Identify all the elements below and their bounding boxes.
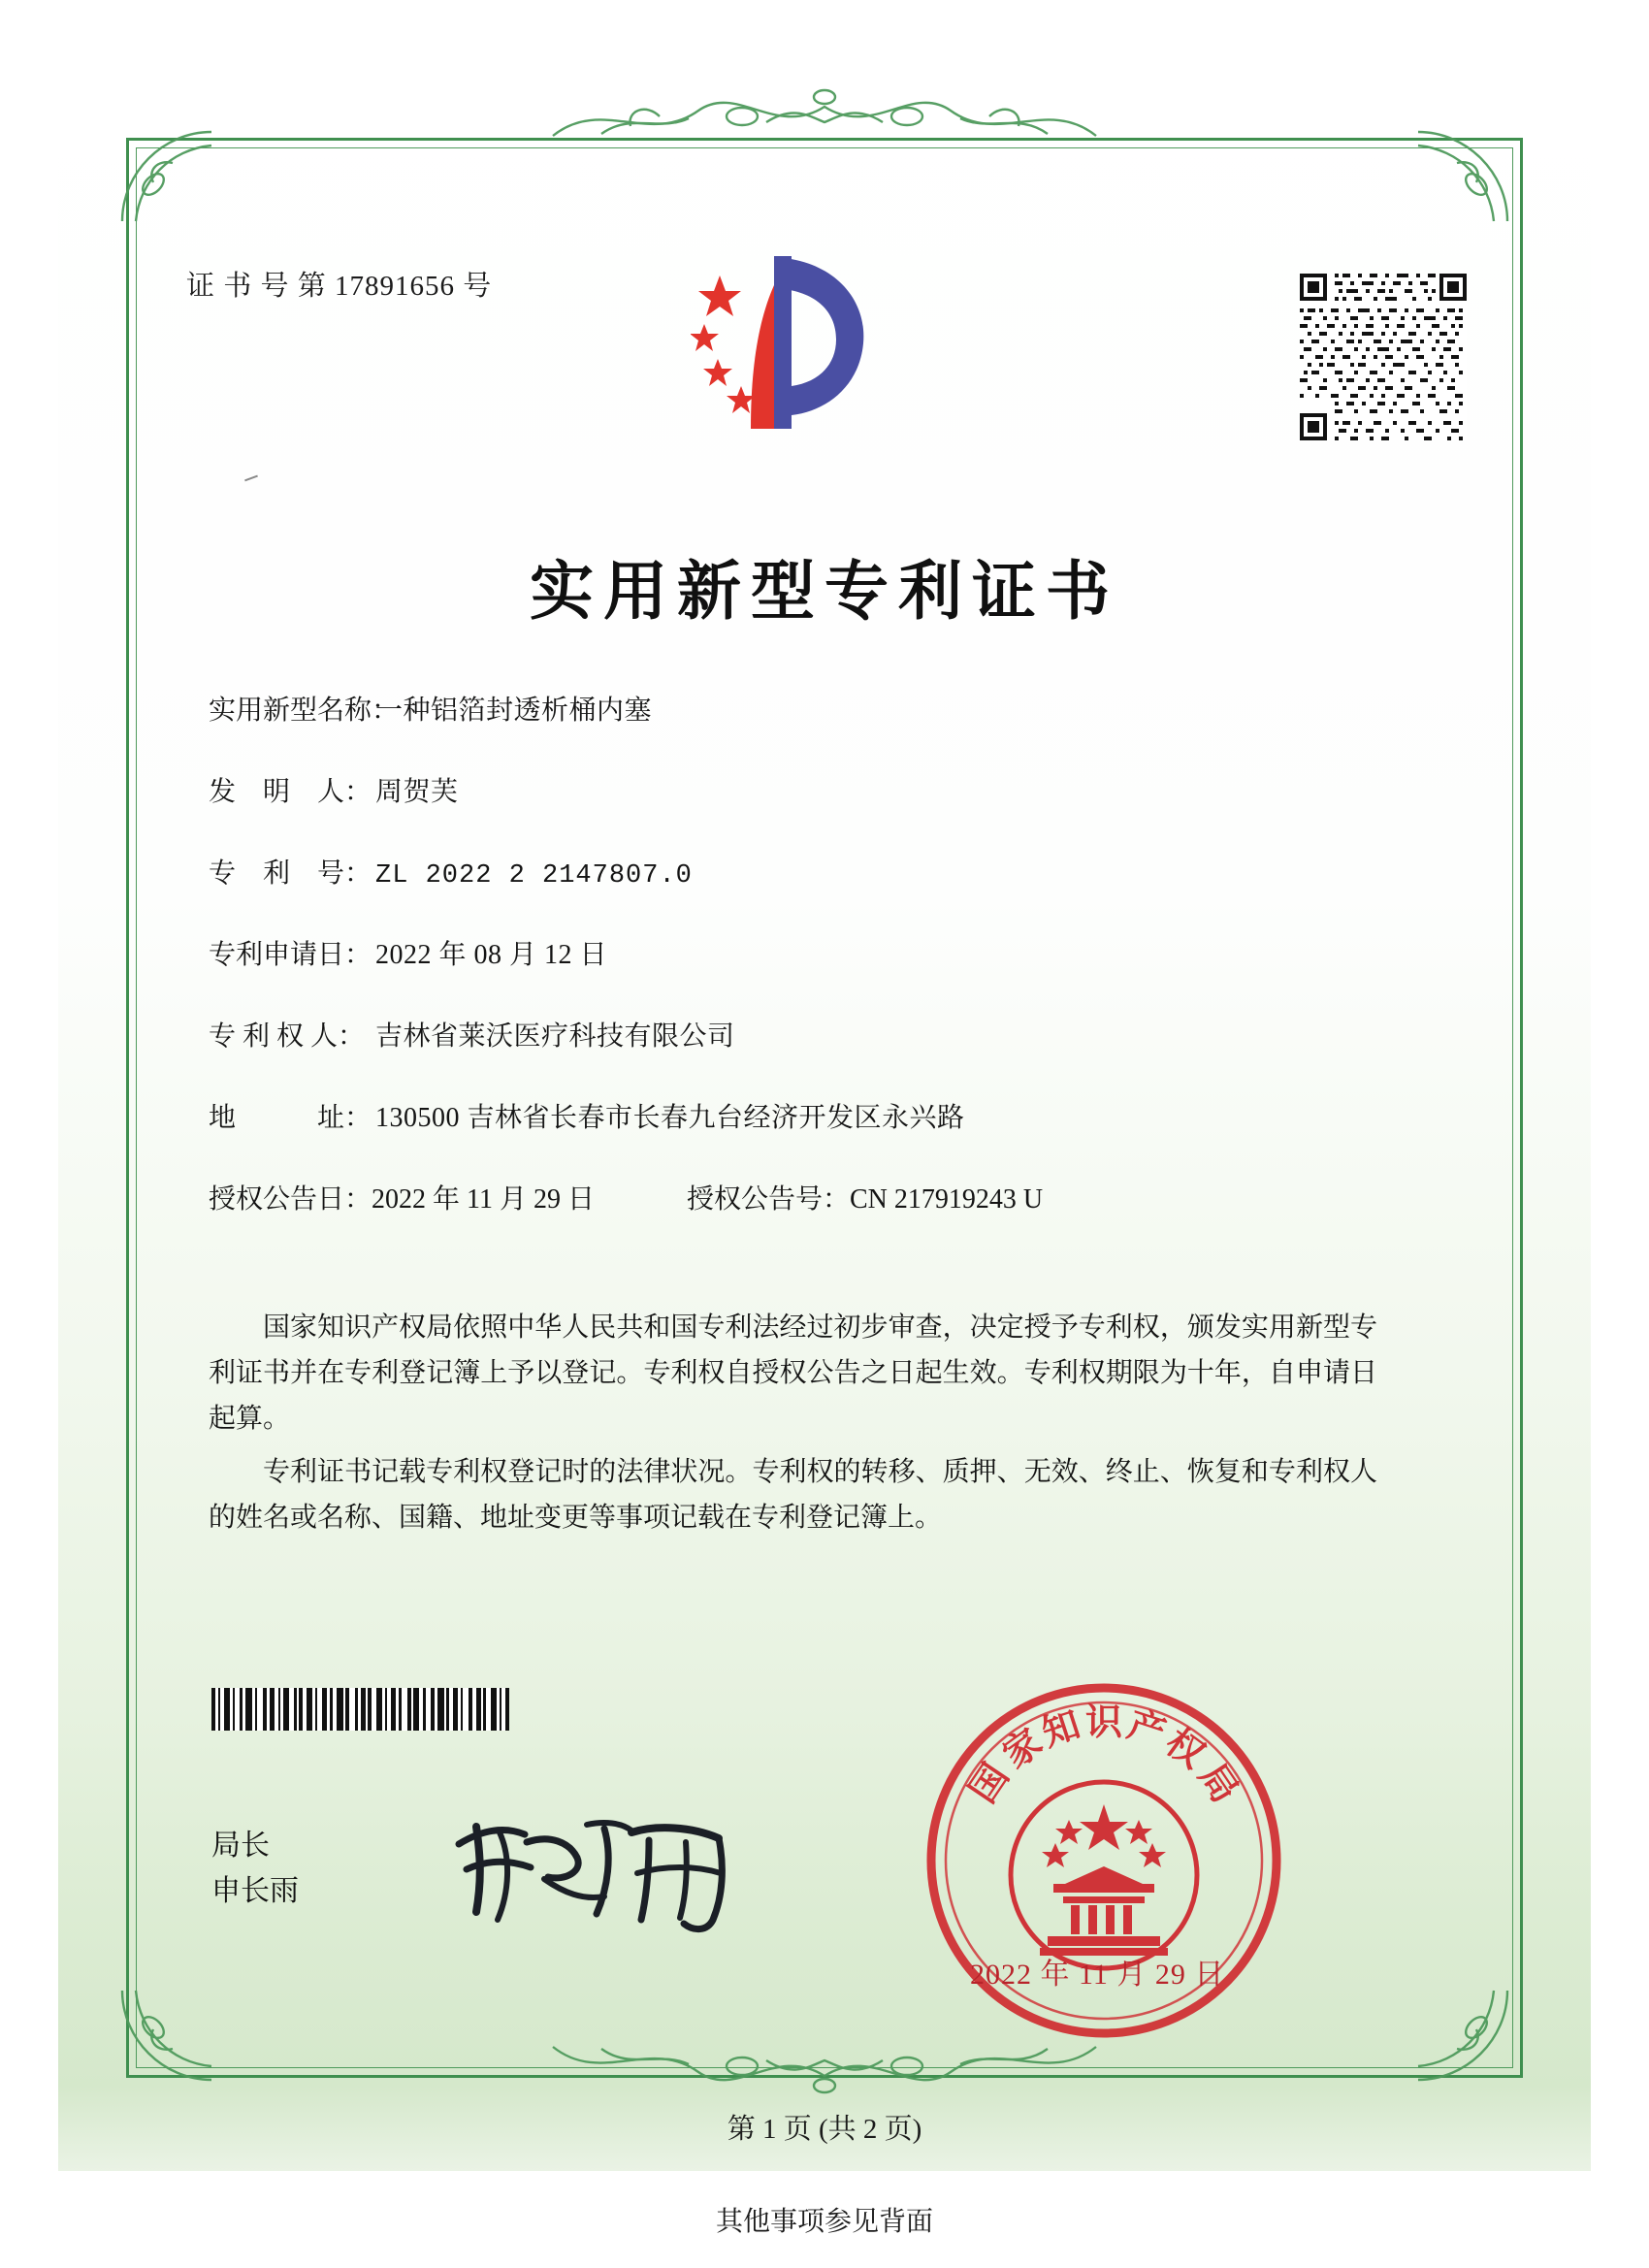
field-label: 专 利 权 人：: [209, 1021, 366, 1052]
svg-text:权: 权: [1157, 1719, 1213, 1777]
barcode-icon: [211, 1688, 619, 1731]
field-application-date: [209, 933, 1373, 972]
legal-text: [209, 1305, 1377, 1548]
signature-block: [211, 1824, 299, 1914]
field-grant-row: [209, 1178, 1373, 1216]
svg-text:知: 知: [1036, 1701, 1085, 1755]
svg-text:识: 识: [1084, 1700, 1123, 1743]
paragraph-1: 国家知识产权局依照中华人民共和国专利法经过初步审查，决定授予专利权，颁发实用新型专利证书并在专利登记簿上予以登记。专利权自授权公告之日起生效。专利权期限为十年，自申请日起算。: [209, 1312, 1377, 1435]
field-label: 发 明 人：: [209, 777, 372, 807]
certificate-number: 证 书 号 第 17891656 号: [186, 271, 493, 302]
field-value: 一种铝箔封透析桶内塞: [375, 696, 653, 726]
grant-date-value: 2022 年 11 月 29 日: [372, 1184, 595, 1215]
cnipa-logo-icon: [691, 250, 904, 435]
grant-number-label: 授权公告号：: [686, 1184, 850, 1215]
director-role-label: 局长: [211, 1830, 270, 1862]
svg-text:局: 局: [1190, 1755, 1248, 1811]
field-address: [209, 1096, 1373, 1135]
field-label: 地 址：: [209, 1103, 372, 1133]
page-number: 第 1 页 (共 2 页): [727, 2114, 922, 2145]
field-list: [209, 689, 1373, 1255]
grant-number-value: CN 217919243 U: [850, 1184, 1044, 1215]
qr-code-icon: [1300, 274, 1467, 440]
field-value: 130500 吉林省长春市长春九台经济开发区永兴路: [375, 1103, 965, 1133]
field-value: 吉林省莱沃医疗科技有限公司: [375, 1021, 735, 1052]
field-patentee: [209, 1015, 1373, 1053]
field-value: 2022 年 08 月 12 日: [375, 940, 608, 970]
field-invention-name: [209, 689, 1373, 728]
field-label: 专利申请日：: [209, 940, 372, 970]
page-title: 实用新型专利证书: [530, 553, 1119, 630]
field-label: 实用新型名称：: [209, 696, 400, 726]
field-inventor: [209, 770, 1373, 809]
director-name-label: 申长雨: [211, 1874, 299, 1907]
svg-text:国: 国: [959, 1755, 1018, 1811]
grant-number-group: [687, 1178, 1043, 1216]
field-value: 周贺芙: [375, 777, 459, 807]
svg-text:家: 家: [994, 1719, 1051, 1777]
field-value: ZL 2022 2 2147807.0: [375, 861, 693, 891]
footnote: 其他事项参见背面: [715, 2207, 933, 2237]
paragraph-2: 专利证书记载专利权登记时的法律状况。专利权的转移、质押、无效、终止、恢复和专利权人的姓名或名称、国籍、地址变更等事项记载在专利登记簿上。: [209, 1457, 1377, 1534]
svg-text:产: 产: [1122, 1701, 1172, 1755]
field-patent-number: [209, 852, 1373, 891]
field-label: 专 利 号：: [209, 859, 372, 889]
seal-date: 2022 年 11 月 29 日: [970, 1959, 1225, 1991]
grant-date-label: 授权公告日：: [209, 1184, 372, 1215]
handwritten-signature-icon: [441, 1799, 781, 1935]
